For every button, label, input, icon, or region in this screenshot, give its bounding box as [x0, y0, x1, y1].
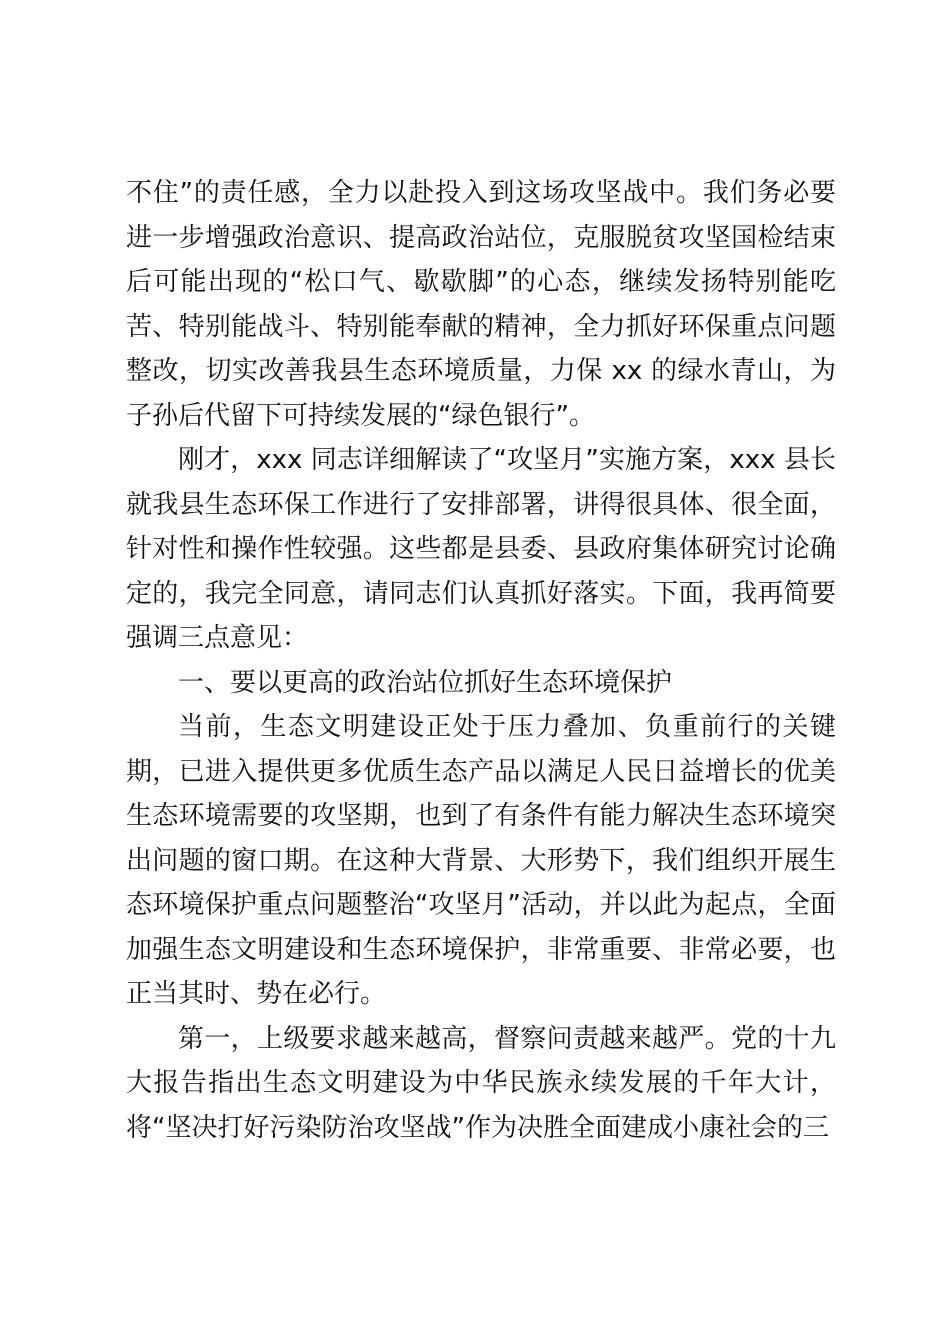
paragraph-context: 当前，生态文明建设正处于压力叠加、负重前行的关键期，已进入提供更多优质生态产品以满足人民日益增长的优美生态环境需要的攻坚期，也到了有条件有能力解决生态环境突出问题的窗口期。在这种大背景、大形势下，我们组织开展生态环境保护重点问题整治“攻坚月”活动，并以此为起点，全面加强生态文明建设和生态环境保护，非常重要、非常必要，也正当其时、势在必行。	[126, 712, 836, 1009]
paragraph-first-point: 第一，上级要求越来越高，督察问责越来越严。党的十九大报告指出生态文明建设为中华民族永续发展的千年大计，将“坚决打好污染防治攻坚战”作为决胜全面建成小康社会的三	[126, 1023, 836, 1143]
document-body	[126, 171, 836, 1150]
paragraph-continuation: 不住”的责任感，全力以赴投入到这场攻坚战中。我们务必要进一步增强政治意识、提高政治站位，克服脱贫攻坚国检结束后可能出现的“松口气、歇歇脚”的心态，继续发扬特别能吃苦、特别能战斗、特别能奉献的精神，全力抓好环保重点问题整改，切实改善我县生态环境质量，力保 xx 的绿水青山，为子孙后代留下可持续发展的“绿色银行”。	[126, 178, 836, 431]
paragraph-intro: 刚才，xxx 同志详细解读了“攻坚月”实施方案，xxx 县长就我县生态环保工作进行了安排部署，讲得很具体、很全面，针对性和操作性较强。这些都是县委、县政府集体研究讨论确定的，我完全同意，请同志们认真抓好落实。下面，我再简要强调三点意见：	[126, 445, 836, 653]
section-heading: 一、要以更高的政治站位抓好生态环境保护	[178, 667, 673, 698]
